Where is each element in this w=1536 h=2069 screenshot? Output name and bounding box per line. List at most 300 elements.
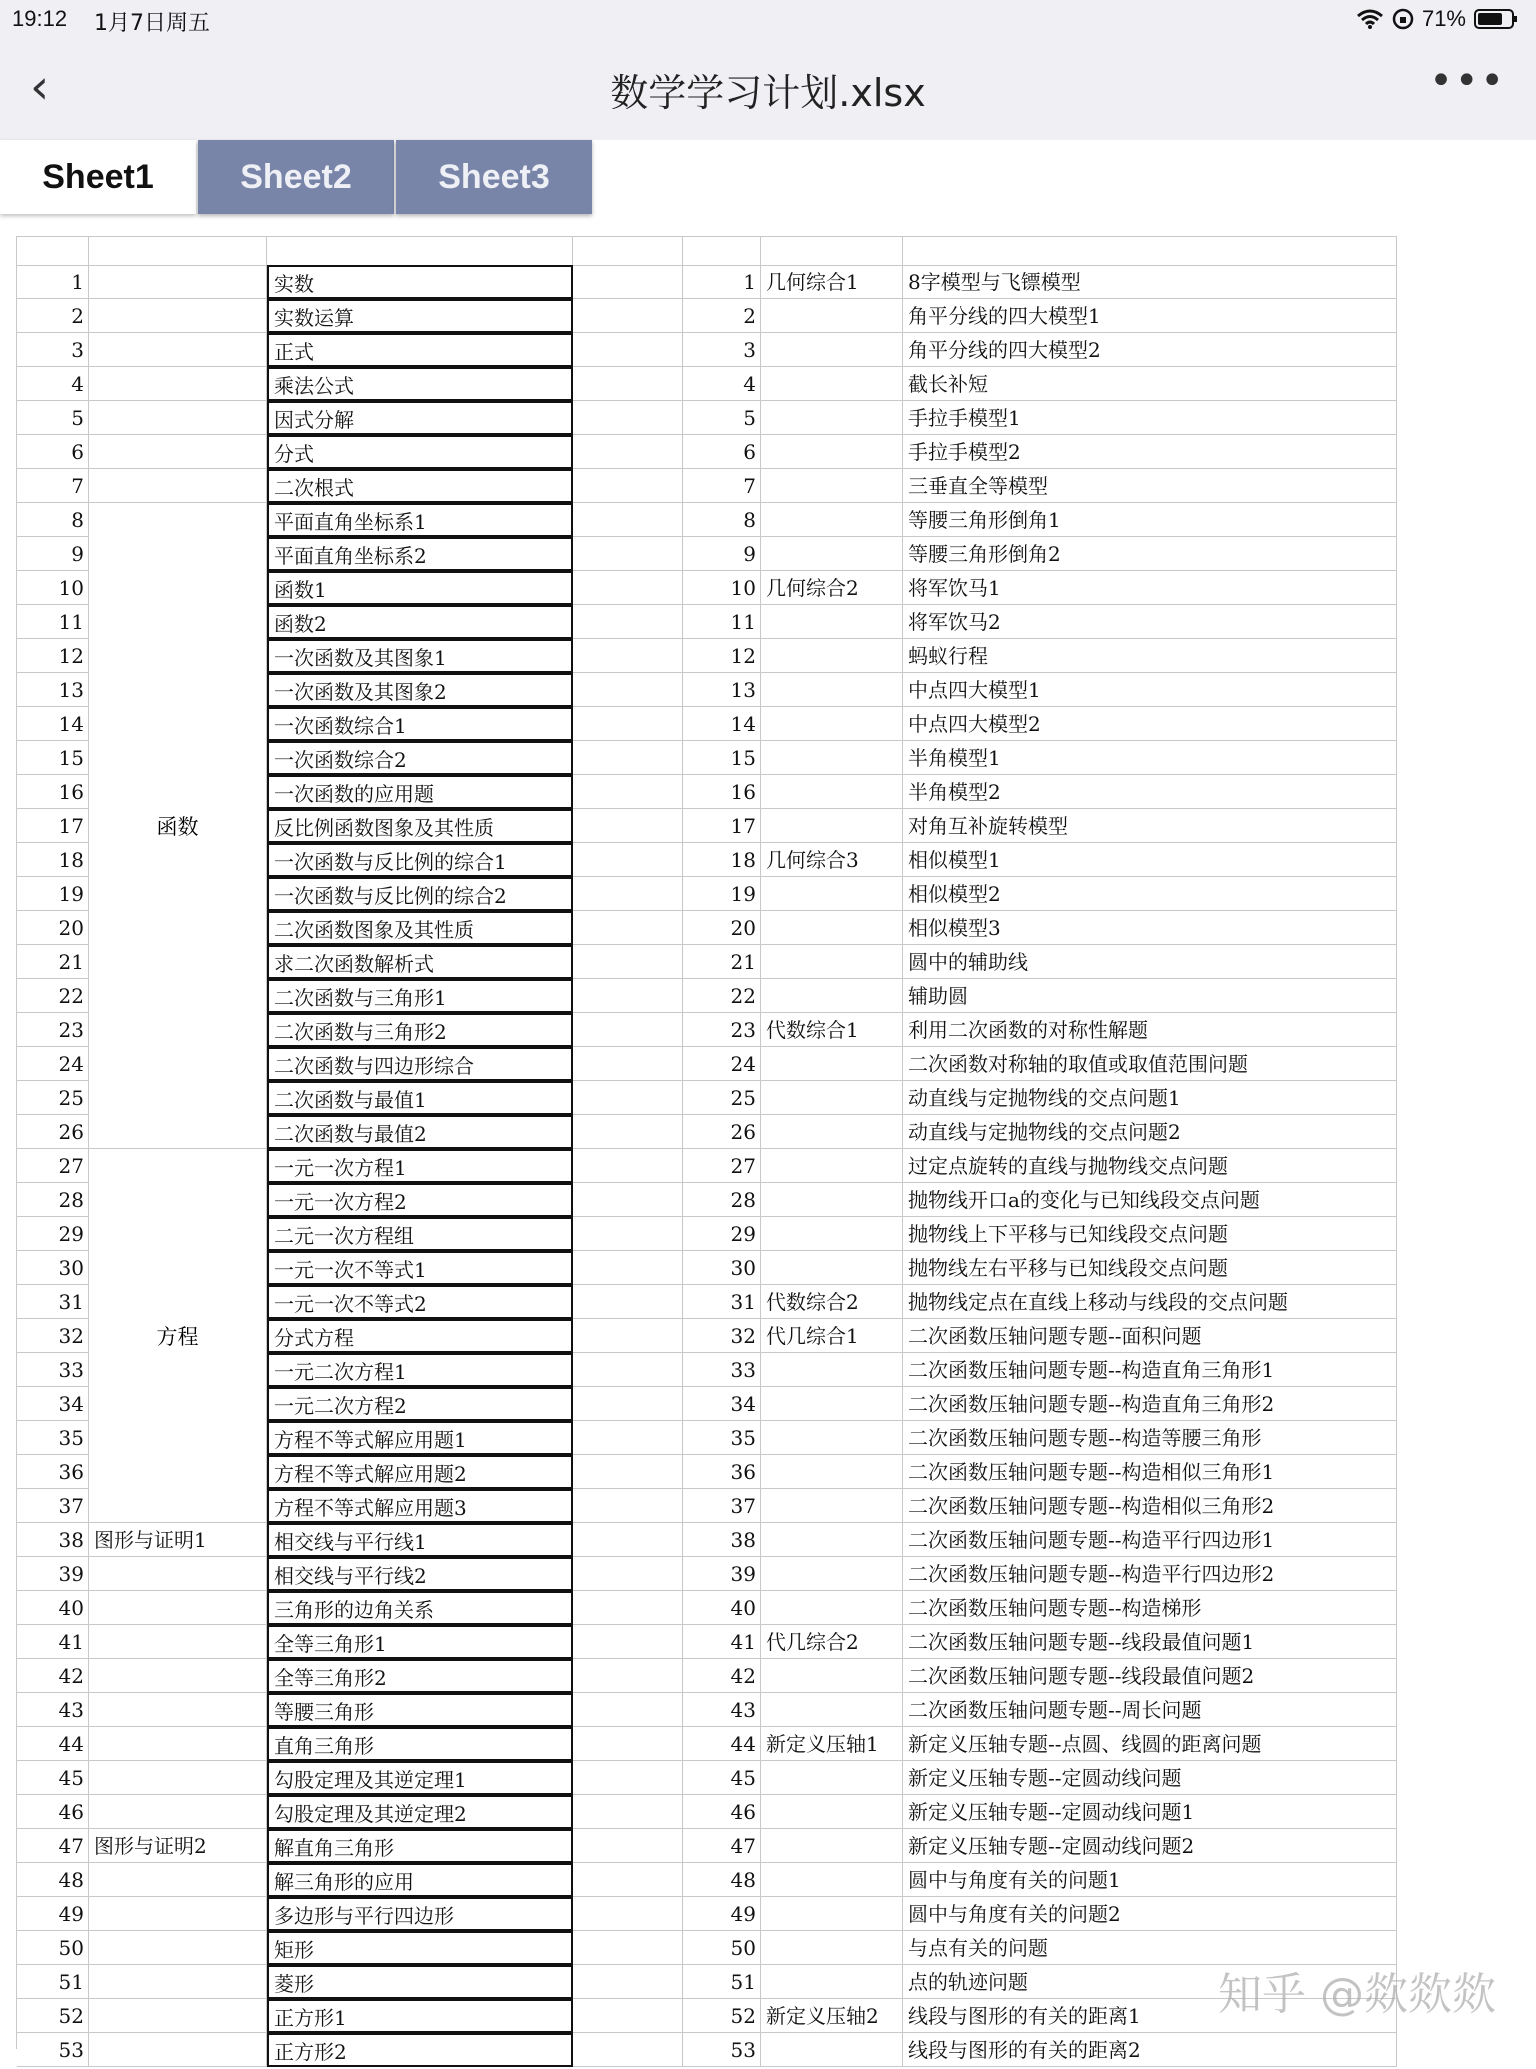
- row-number[interactable]: 5: [683, 401, 761, 435]
- row-number[interactable]: 30: [683, 1251, 761, 1285]
- topic-cell[interactable]: 抛物线左右平移与已知线段交点问题: [903, 1251, 1397, 1285]
- topic-cell[interactable]: 抛物线定点在直线上移动与线段的交点问题: [903, 1285, 1397, 1319]
- row-number[interactable]: 27: [17, 1149, 89, 1183]
- row-number[interactable]: 17: [683, 809, 761, 843]
- topic-cell[interactable]: 新定义压轴专题--定圆动线问题2: [903, 1829, 1397, 1863]
- column-header[interactable]: [683, 237, 761, 266]
- topic-cell[interactable]: 全等三角形1: [267, 1625, 573, 1659]
- topic-cell[interactable]: 一次函数与反比例的综合1: [267, 843, 573, 877]
- topic-cell[interactable]: 手拉手模型1: [903, 401, 1397, 435]
- row-number[interactable]: 18: [683, 843, 761, 877]
- category-cell[interactable]: [761, 1523, 903, 1557]
- topic-cell[interactable]: 一元二次方程2: [267, 1387, 573, 1421]
- category-cell[interactable]: [89, 1897, 267, 1931]
- topic-cell[interactable]: 相似模型1: [903, 843, 1397, 877]
- empty-cell[interactable]: [573, 571, 683, 605]
- row-number[interactable]: 19: [683, 877, 761, 911]
- empty-cell[interactable]: [573, 1829, 683, 1863]
- row-number[interactable]: 43: [683, 1693, 761, 1727]
- category-cell[interactable]: [761, 1115, 903, 1149]
- row-number[interactable]: 24: [683, 1047, 761, 1081]
- topic-cell[interactable]: 圆中与角度有关的问题1: [903, 1863, 1397, 1897]
- topic-cell[interactable]: 正方形1: [267, 1999, 573, 2033]
- category-cell[interactable]: [761, 945, 903, 979]
- topic-cell[interactable]: 二次函数压轴问题专题--构造相似三角形1: [903, 1455, 1397, 1489]
- row-number[interactable]: 8: [683, 503, 761, 537]
- row-number[interactable]: 25: [683, 1081, 761, 1115]
- category-cell[interactable]: [761, 2033, 903, 2067]
- row-number[interactable]: 19: [17, 877, 89, 911]
- empty-cell[interactable]: [573, 1387, 683, 1421]
- row-number[interactable]: 44: [683, 1727, 761, 1761]
- category-cell[interactable]: [89, 435, 267, 469]
- row-number[interactable]: 49: [17, 1897, 89, 1931]
- column-header[interactable]: [573, 237, 683, 266]
- row-number[interactable]: 11: [683, 605, 761, 639]
- empty-cell[interactable]: [573, 1421, 683, 1455]
- row-number[interactable]: 43: [17, 1693, 89, 1727]
- row-number[interactable]: 33: [17, 1353, 89, 1387]
- topic-cell[interactable]: 一元一次方程1: [267, 1149, 573, 1183]
- topic-cell[interactable]: 函数1: [267, 571, 573, 605]
- topic-cell[interactable]: 分式: [267, 435, 573, 469]
- topic-cell[interactable]: 圆中的辅助线: [903, 945, 1397, 979]
- topic-cell[interactable]: 相交线与平行线1: [267, 1523, 573, 1557]
- topic-cell[interactable]: 将军饮马1: [903, 571, 1397, 605]
- topic-cell[interactable]: 一元二次方程1: [267, 1353, 573, 1387]
- empty-cell[interactable]: [573, 707, 683, 741]
- row-number[interactable]: 47: [17, 1829, 89, 1863]
- empty-cell[interactable]: [573, 2033, 683, 2067]
- row-number[interactable]: 22: [17, 979, 89, 1013]
- category-cell[interactable]: [761, 1047, 903, 1081]
- category-cell[interactable]: [761, 1421, 903, 1455]
- row-number[interactable]: 51: [683, 1965, 761, 1999]
- empty-cell[interactable]: [573, 1183, 683, 1217]
- row-number[interactable]: 9: [683, 537, 761, 571]
- empty-cell[interactable]: [573, 877, 683, 911]
- category-cell[interactable]: 代数综合1: [761, 1013, 903, 1047]
- topic-cell[interactable]: 新定义压轴专题--定圆动线问题1: [903, 1795, 1397, 1829]
- topic-cell[interactable]: 抛物线上下平移与已知线段交点问题: [903, 1217, 1397, 1251]
- category-cell[interactable]: [89, 2033, 267, 2067]
- category-cell[interactable]: [761, 1795, 903, 1829]
- empty-cell[interactable]: [573, 1149, 683, 1183]
- category-cell[interactable]: [761, 469, 903, 503]
- merged-category-cell[interactable]: 方程: [89, 1149, 267, 1523]
- topic-cell[interactable]: 二次函数与最值1: [267, 1081, 573, 1115]
- tab-sheet1[interactable]: Sheet1: [0, 140, 196, 214]
- back-icon[interactable]: ‹: [30, 59, 50, 115]
- topic-cell[interactable]: 方程不等式解应用题3: [267, 1489, 573, 1523]
- topic-cell[interactable]: 等腰三角形: [267, 1693, 573, 1727]
- category-cell[interactable]: [761, 877, 903, 911]
- topic-cell[interactable]: 二次函数对称轴的取值或取值范围问题: [903, 1047, 1397, 1081]
- category-cell[interactable]: [761, 673, 903, 707]
- column-header[interactable]: [903, 237, 1397, 266]
- category-cell[interactable]: [761, 1897, 903, 1931]
- row-number[interactable]: 36: [17, 1455, 89, 1489]
- topic-cell[interactable]: 截长补短: [903, 367, 1397, 401]
- category-cell[interactable]: [761, 1387, 903, 1421]
- empty-cell[interactable]: [573, 367, 683, 401]
- category-cell[interactable]: [761, 299, 903, 333]
- category-cell[interactable]: [89, 469, 267, 503]
- empty-cell[interactable]: [573, 1965, 683, 1999]
- topic-cell[interactable]: 一次函数综合1: [267, 707, 573, 741]
- empty-cell[interactable]: [573, 1693, 683, 1727]
- empty-cell[interactable]: [573, 1285, 683, 1319]
- row-number[interactable]: 27: [683, 1149, 761, 1183]
- topic-cell[interactable]: 二次函数压轴问题专题--构造等腰三角形: [903, 1421, 1397, 1455]
- row-number[interactable]: 29: [17, 1217, 89, 1251]
- category-cell[interactable]: [761, 911, 903, 945]
- row-number[interactable]: 16: [683, 775, 761, 809]
- merged-category-cell[interactable]: 函数: [89, 503, 267, 1149]
- row-number[interactable]: 21: [683, 945, 761, 979]
- category-cell[interactable]: [761, 1353, 903, 1387]
- category-cell[interactable]: [89, 1625, 267, 1659]
- row-number[interactable]: 28: [17, 1183, 89, 1217]
- topic-cell[interactable]: 二次函数压轴问题专题--线段最值问题2: [903, 1659, 1397, 1693]
- empty-cell[interactable]: [573, 401, 683, 435]
- empty-cell[interactable]: [573, 1013, 683, 1047]
- category-cell[interactable]: [89, 333, 267, 367]
- row-number[interactable]: 21: [17, 945, 89, 979]
- topic-cell[interactable]: 对角互补旋转模型: [903, 809, 1397, 843]
- empty-cell[interactable]: [573, 741, 683, 775]
- category-cell[interactable]: [761, 605, 903, 639]
- topic-cell[interactable]: 二次函数与三角形2: [267, 1013, 573, 1047]
- row-number[interactable]: 26: [17, 1115, 89, 1149]
- category-cell[interactable]: [761, 1149, 903, 1183]
- row-number[interactable]: 15: [17, 741, 89, 775]
- row-number[interactable]: 18: [17, 843, 89, 877]
- topic-cell[interactable]: 将军饮马2: [903, 605, 1397, 639]
- row-number[interactable]: 40: [17, 1591, 89, 1625]
- category-cell[interactable]: [761, 639, 903, 673]
- empty-cell[interactable]: [573, 1591, 683, 1625]
- topic-cell[interactable]: 一次函数及其图象2: [267, 673, 573, 707]
- category-cell[interactable]: [89, 401, 267, 435]
- empty-cell[interactable]: [573, 435, 683, 469]
- row-number[interactable]: 1: [683, 265, 761, 299]
- row-number[interactable]: 6: [683, 435, 761, 469]
- topic-cell[interactable]: 相似模型2: [903, 877, 1397, 911]
- topic-cell[interactable]: 方程不等式解应用题2: [267, 1455, 573, 1489]
- topic-cell[interactable]: 半角模型1: [903, 741, 1397, 775]
- category-cell[interactable]: [761, 1557, 903, 1591]
- row-number[interactable]: 17: [17, 809, 89, 843]
- row-number[interactable]: 50: [17, 1931, 89, 1965]
- topic-cell[interactable]: 角平分线的四大模型1: [903, 299, 1397, 333]
- row-number[interactable]: 11: [17, 605, 89, 639]
- row-number[interactable]: 39: [17, 1557, 89, 1591]
- category-cell[interactable]: 几何综合2: [761, 571, 903, 605]
- column-header[interactable]: [17, 237, 89, 266]
- category-cell[interactable]: [761, 1081, 903, 1115]
- category-cell[interactable]: [761, 1965, 903, 1999]
- category-cell[interactable]: [89, 1931, 267, 1965]
- topic-cell[interactable]: 一次函数及其图象1: [267, 639, 573, 673]
- empty-cell[interactable]: [573, 1455, 683, 1489]
- category-cell[interactable]: [761, 435, 903, 469]
- category-cell[interactable]: [761, 775, 903, 809]
- row-number[interactable]: 1: [17, 265, 89, 299]
- row-number[interactable]: 40: [683, 1591, 761, 1625]
- empty-cell[interactable]: [573, 911, 683, 945]
- row-number[interactable]: 35: [17, 1421, 89, 1455]
- topic-cell[interactable]: 相似模型3: [903, 911, 1397, 945]
- category-cell[interactable]: [761, 1455, 903, 1489]
- topic-cell[interactable]: 新定义压轴专题--定圆动线问题: [903, 1761, 1397, 1795]
- topic-cell[interactable]: 二次函数压轴问题专题--构造平行四边形2: [903, 1557, 1397, 1591]
- category-cell[interactable]: [89, 1727, 267, 1761]
- category-cell[interactable]: 新定义压轴1: [761, 1727, 903, 1761]
- topic-cell[interactable]: 一元一次不等式2: [267, 1285, 573, 1319]
- topic-cell[interactable]: 等腰三角形倒角1: [903, 503, 1397, 537]
- topic-cell[interactable]: 二次函数与三角形1: [267, 979, 573, 1013]
- row-number[interactable]: 48: [17, 1863, 89, 1897]
- row-number[interactable]: 37: [17, 1489, 89, 1523]
- empty-cell[interactable]: [573, 1319, 683, 1353]
- topic-cell[interactable]: 手拉手模型2: [903, 435, 1397, 469]
- row-number[interactable]: 34: [683, 1387, 761, 1421]
- row-number[interactable]: 52: [17, 1999, 89, 2033]
- row-number[interactable]: 12: [683, 639, 761, 673]
- tab-sheet2[interactable]: Sheet2: [198, 140, 394, 214]
- topic-cell[interactable]: 线段与图形的有关的距离2: [903, 2033, 1397, 2067]
- topic-cell[interactable]: 二次函数压轴问题专题--周长问题: [903, 1693, 1397, 1727]
- empty-cell[interactable]: [573, 809, 683, 843]
- row-number[interactable]: 7: [17, 469, 89, 503]
- row-number[interactable]: 26: [683, 1115, 761, 1149]
- row-number[interactable]: 38: [17, 1523, 89, 1557]
- row-number[interactable]: 42: [683, 1659, 761, 1693]
- row-number[interactable]: 8: [17, 503, 89, 537]
- topic-cell[interactable]: 二次根式: [267, 469, 573, 503]
- topic-cell[interactable]: 与点有关的问题: [903, 1931, 1397, 1965]
- category-cell[interactable]: [761, 1693, 903, 1727]
- column-header[interactable]: [89, 237, 267, 266]
- row-number[interactable]: 28: [683, 1183, 761, 1217]
- category-cell[interactable]: [89, 1591, 267, 1625]
- row-number[interactable]: 41: [683, 1625, 761, 1659]
- topic-cell[interactable]: 正式: [267, 333, 573, 367]
- topic-cell[interactable]: 圆中与角度有关的问题2: [903, 1897, 1397, 1931]
- topic-cell[interactable]: 利用二次函数的对称性解题: [903, 1013, 1397, 1047]
- topic-cell[interactable]: 等腰三角形倒角2: [903, 537, 1397, 571]
- topic-cell[interactable]: 方程不等式解应用题1: [267, 1421, 573, 1455]
- category-cell[interactable]: [761, 537, 903, 571]
- category-cell[interactable]: [761, 1931, 903, 1965]
- topic-cell[interactable]: 一次函数综合2: [267, 741, 573, 775]
- category-cell[interactable]: [761, 333, 903, 367]
- category-cell[interactable]: [89, 1999, 267, 2033]
- row-number[interactable]: 39: [683, 1557, 761, 1591]
- row-number[interactable]: 3: [17, 333, 89, 367]
- row-number[interactable]: 45: [17, 1761, 89, 1795]
- row-number[interactable]: 23: [17, 1013, 89, 1047]
- topic-cell[interactable]: 二次函数压轴问题专题--构造直角三角形2: [903, 1387, 1397, 1421]
- row-number[interactable]: 20: [683, 911, 761, 945]
- topic-cell[interactable]: 解直角三角形: [267, 1829, 573, 1863]
- row-number[interactable]: 31: [17, 1285, 89, 1319]
- topic-cell[interactable]: 因式分解: [267, 401, 573, 435]
- category-cell[interactable]: [761, 707, 903, 741]
- row-number[interactable]: 41: [17, 1625, 89, 1659]
- category-cell[interactable]: [89, 1557, 267, 1591]
- category-cell[interactable]: [89, 1659, 267, 1693]
- empty-cell[interactable]: [573, 605, 683, 639]
- topic-cell[interactable]: 勾股定理及其逆定理1: [267, 1761, 573, 1795]
- category-cell[interactable]: 代数综合2: [761, 1285, 903, 1319]
- row-number[interactable]: 13: [683, 673, 761, 707]
- topic-cell[interactable]: 多边形与平行四边形: [267, 1897, 573, 1931]
- category-cell[interactable]: [761, 741, 903, 775]
- empty-cell[interactable]: [573, 979, 683, 1013]
- empty-cell[interactable]: [573, 1659, 683, 1693]
- topic-cell[interactable]: 一次函数的应用题: [267, 775, 573, 809]
- topic-cell[interactable]: 二次函数压轴问题专题--线段最值问题1: [903, 1625, 1397, 1659]
- row-number[interactable]: 3: [683, 333, 761, 367]
- topic-cell[interactable]: 二元一次方程组: [267, 1217, 573, 1251]
- row-number[interactable]: 25: [17, 1081, 89, 1115]
- empty-cell[interactable]: [573, 1727, 683, 1761]
- row-number[interactable]: 51: [17, 1965, 89, 1999]
- topic-cell[interactable]: 线段与图形的有关的距离1: [903, 1999, 1397, 2033]
- row-number[interactable]: 32: [17, 1319, 89, 1353]
- row-number[interactable]: 13: [17, 673, 89, 707]
- category-cell[interactable]: [761, 1489, 903, 1523]
- row-number[interactable]: 38: [683, 1523, 761, 1557]
- row-number[interactable]: 22: [683, 979, 761, 1013]
- topic-cell[interactable]: 三垂直全等模型: [903, 469, 1397, 503]
- row-number[interactable]: 48: [683, 1863, 761, 1897]
- empty-cell[interactable]: [573, 1625, 683, 1659]
- topic-cell[interactable]: 二次函数与最值2: [267, 1115, 573, 1149]
- row-number[interactable]: 16: [17, 775, 89, 809]
- empty-cell[interactable]: [573, 775, 683, 809]
- row-number[interactable]: 47: [683, 1829, 761, 1863]
- category-cell[interactable]: [761, 401, 903, 435]
- row-number[interactable]: 2: [17, 299, 89, 333]
- category-cell[interactable]: [89, 299, 267, 333]
- row-number[interactable]: 37: [683, 1489, 761, 1523]
- topic-cell[interactable]: 直角三角形: [267, 1727, 573, 1761]
- empty-cell[interactable]: [573, 299, 683, 333]
- row-number[interactable]: 12: [17, 639, 89, 673]
- topic-cell[interactable]: 勾股定理及其逆定理2: [267, 1795, 573, 1829]
- topic-cell[interactable]: 二次函数压轴问题专题--构造直角三角形1: [903, 1353, 1397, 1387]
- row-number[interactable]: 15: [683, 741, 761, 775]
- row-number[interactable]: 53: [683, 2033, 761, 2067]
- category-cell[interactable]: 几何综合1: [761, 265, 903, 299]
- empty-cell[interactable]: [573, 469, 683, 503]
- topic-cell[interactable]: 菱形: [267, 1965, 573, 1999]
- topic-cell[interactable]: 相交线与平行线2: [267, 1557, 573, 1591]
- row-number[interactable]: 53: [17, 2033, 89, 2067]
- row-number[interactable]: 44: [17, 1727, 89, 1761]
- topic-cell[interactable]: 半角模型2: [903, 775, 1397, 809]
- row-number[interactable]: 29: [683, 1217, 761, 1251]
- empty-cell[interactable]: [573, 1931, 683, 1965]
- topic-cell[interactable]: 矩形: [267, 1931, 573, 1965]
- topic-cell[interactable]: 函数2: [267, 605, 573, 639]
- topic-cell[interactable]: 解三角形的应用: [267, 1863, 573, 1897]
- empty-cell[interactable]: [573, 1897, 683, 1931]
- topic-cell[interactable]: 平面直角坐标系2: [267, 537, 573, 571]
- category-cell[interactable]: 图形与证明2: [89, 1829, 267, 1863]
- row-number[interactable]: 46: [17, 1795, 89, 1829]
- category-cell[interactable]: [761, 809, 903, 843]
- empty-cell[interactable]: [573, 333, 683, 367]
- category-cell[interactable]: [761, 1659, 903, 1693]
- topic-cell[interactable]: 一元一次不等式1: [267, 1251, 573, 1285]
- category-cell[interactable]: [761, 367, 903, 401]
- row-number[interactable]: 34: [17, 1387, 89, 1421]
- category-cell[interactable]: [761, 979, 903, 1013]
- empty-cell[interactable]: [573, 1353, 683, 1387]
- category-cell[interactable]: [89, 265, 267, 299]
- row-number[interactable]: 9: [17, 537, 89, 571]
- topic-cell[interactable]: 一元一次方程2: [267, 1183, 573, 1217]
- topic-cell[interactable]: 动直线与定抛物线的交点问题2: [903, 1115, 1397, 1149]
- row-number[interactable]: 14: [683, 707, 761, 741]
- tab-sheet3[interactable]: Sheet3: [396, 140, 592, 214]
- empty-cell[interactable]: [573, 1795, 683, 1829]
- topic-cell[interactable]: 一次函数与反比例的综合2: [267, 877, 573, 911]
- category-cell[interactable]: [761, 1761, 903, 1795]
- topic-cell[interactable]: 二次函数压轴问题专题--面积问题: [903, 1319, 1397, 1353]
- empty-cell[interactable]: [573, 265, 683, 299]
- topic-cell[interactable]: 中点四大模型2: [903, 707, 1397, 741]
- row-number[interactable]: 2: [683, 299, 761, 333]
- topic-cell[interactable]: 正方形2: [267, 2033, 573, 2067]
- empty-cell[interactable]: [573, 1999, 683, 2033]
- row-number[interactable]: 30: [17, 1251, 89, 1285]
- row-number[interactable]: 10: [683, 571, 761, 605]
- row-number[interactable]: 42: [17, 1659, 89, 1693]
- empty-cell[interactable]: [573, 1863, 683, 1897]
- row-number[interactable]: 14: [17, 707, 89, 741]
- row-number[interactable]: 49: [683, 1897, 761, 1931]
- row-number[interactable]: 6: [17, 435, 89, 469]
- spreadsheet-grid[interactable]: [16, 236, 1397, 2064]
- topic-cell[interactable]: 实数运算: [267, 299, 573, 333]
- category-cell[interactable]: 新定义压轴2: [761, 1999, 903, 2033]
- more-options-icon[interactable]: •••: [1429, 58, 1506, 104]
- topic-cell[interactable]: 二次函数压轴问题专题--构造梯形: [903, 1591, 1397, 1625]
- category-cell[interactable]: 几何综合3: [761, 843, 903, 877]
- empty-cell[interactable]: [573, 503, 683, 537]
- empty-cell[interactable]: [573, 1523, 683, 1557]
- topic-cell[interactable]: 抛物线开口a的变化与已知线段交点问题: [903, 1183, 1397, 1217]
- row-number[interactable]: 23: [683, 1013, 761, 1047]
- category-cell[interactable]: [761, 1217, 903, 1251]
- empty-cell[interactable]: [573, 639, 683, 673]
- row-number[interactable]: 36: [683, 1455, 761, 1489]
- topic-cell[interactable]: 全等三角形2: [267, 1659, 573, 1693]
- topic-cell[interactable]: 中点四大模型1: [903, 673, 1397, 707]
- empty-cell[interactable]: [573, 1251, 683, 1285]
- row-number[interactable]: 4: [683, 367, 761, 401]
- topic-cell[interactable]: 8字模型与飞镖模型: [903, 265, 1397, 299]
- category-cell[interactable]: [761, 1251, 903, 1285]
- topic-cell[interactable]: 二次函数与四边形综合: [267, 1047, 573, 1081]
- category-cell[interactable]: 图形与证明1: [89, 1523, 267, 1557]
- category-cell[interactable]: [761, 1183, 903, 1217]
